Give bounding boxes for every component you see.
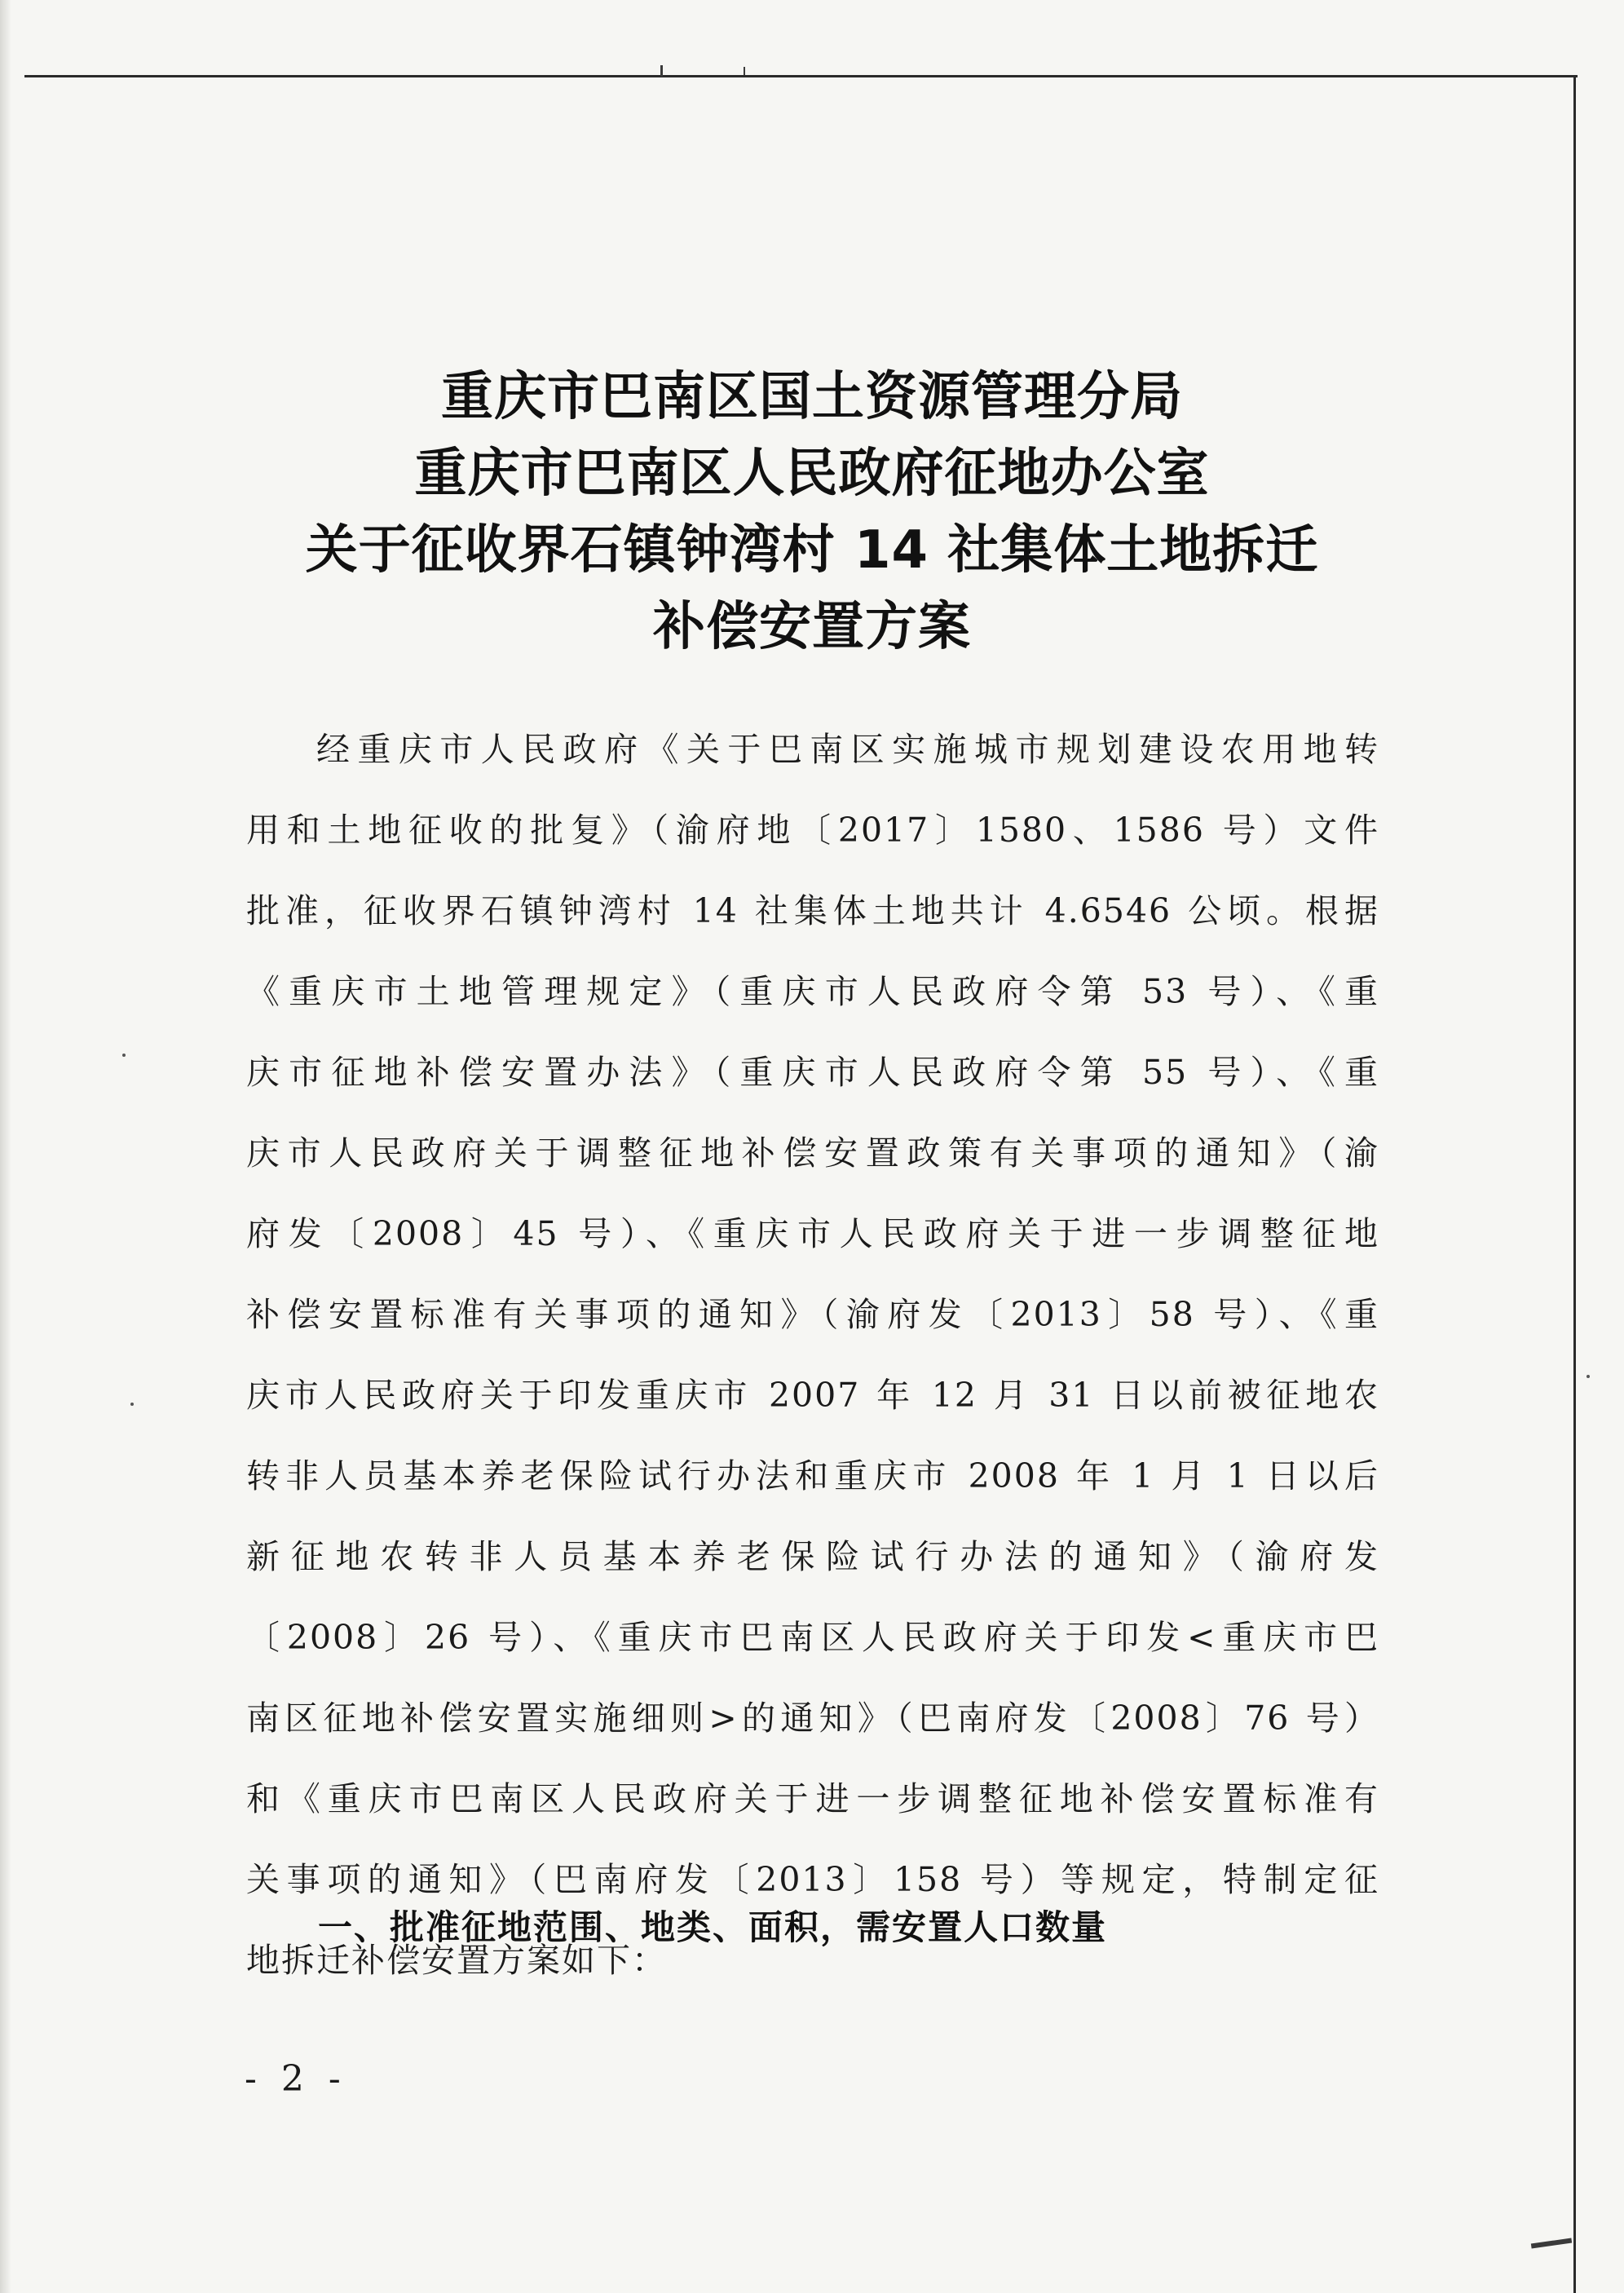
scan-speck — [130, 1403, 134, 1406]
scan-speck — [1586, 1375, 1590, 1378]
scan-artifact — [744, 67, 745, 75]
scan-speck — [122, 1054, 126, 1057]
body-line: 庆市人民政府关于调整征地补偿安置政策有关事项的通知》（渝 — [246, 1133, 1379, 1173]
body-line: 关事项的通知》（巴南府发〔2013〕158 号）等规定，特制定征 — [246, 1860, 1379, 1899]
body-line: 补偿安置标准有关事项的通知》（渝府发〔2013〕58 号）、《重 — [246, 1295, 1379, 1334]
body-line: 府发〔2008〕45 号）、《重庆市人民政府关于进一步调整征地 — [246, 1214, 1379, 1253]
body-line: 地拆迁补偿安置方案如下： — [246, 1941, 667, 1980]
body-line: 和《重庆市巴南区人民政府关于进一步调整征地补偿安置标准有 — [246, 1779, 1379, 1818]
body-line: 庆市人民政府关于印发重庆市 2007 年 12 月 31 日以前被征地农 — [246, 1376, 1379, 1415]
scan-edge-shadow — [0, 0, 11, 2293]
body-line: 经重庆市人民政府《关于巴南区实施城市规划建设农用地转 — [316, 730, 1379, 769]
body-line: 南区征地补偿安置实施细则>的通知》（巴南府发〔2008〕76 号） — [246, 1699, 1379, 1738]
body-line: 庆市征地补偿安置办法》（重庆市人民政府令第 55 号）、《重 — [246, 1053, 1379, 1092]
body-line: 用和土地征收的批复》（渝府地〔2017〕1580、1586 号）文件 — [246, 811, 1379, 850]
title-line: 重庆市巴南区人民政府征地办公室 — [414, 444, 1210, 504]
document-title — [0, 359, 1624, 665]
page-number: - 2 - — [245, 2058, 347, 2100]
body-line: 转非人员基本养老保险试行办法和重庆市 2008 年 1 月 1 日以后 — [246, 1456, 1379, 1496]
body-line: 新征地农转非人员基本养老保险试行办法的通知》（渝府发 — [246, 1537, 1379, 1576]
body-line: 批准，征收界石镇钟湾村 14 社集体土地共计 4.6546 公顷。根据 — [246, 891, 1379, 930]
scan-artifact — [660, 65, 663, 77]
title-line: 关于征收界石镇钟湾村 14 社集体土地拆迁 — [305, 520, 1319, 581]
title-line: 重庆市巴南区国土资源管理分局 — [441, 367, 1183, 427]
section-heading: 一、批准征地范围、地类、面积，需安置人口数量 — [318, 1907, 1108, 1947]
scan-artifact — [1531, 2238, 1572, 2249]
scan-top-border — [24, 75, 1578, 77]
title-line: 补偿安置方案 — [653, 597, 971, 657]
body-paragraph — [246, 709, 1379, 2001]
body-line: 《重庆市土地管理规定》（重庆市人民政府令第 53 号）、《重 — [246, 972, 1379, 1011]
body-line: 〔2008〕26 号）、《重庆市巴南区人民政府关于印发<重庆市巴 — [246, 1618, 1379, 1657]
